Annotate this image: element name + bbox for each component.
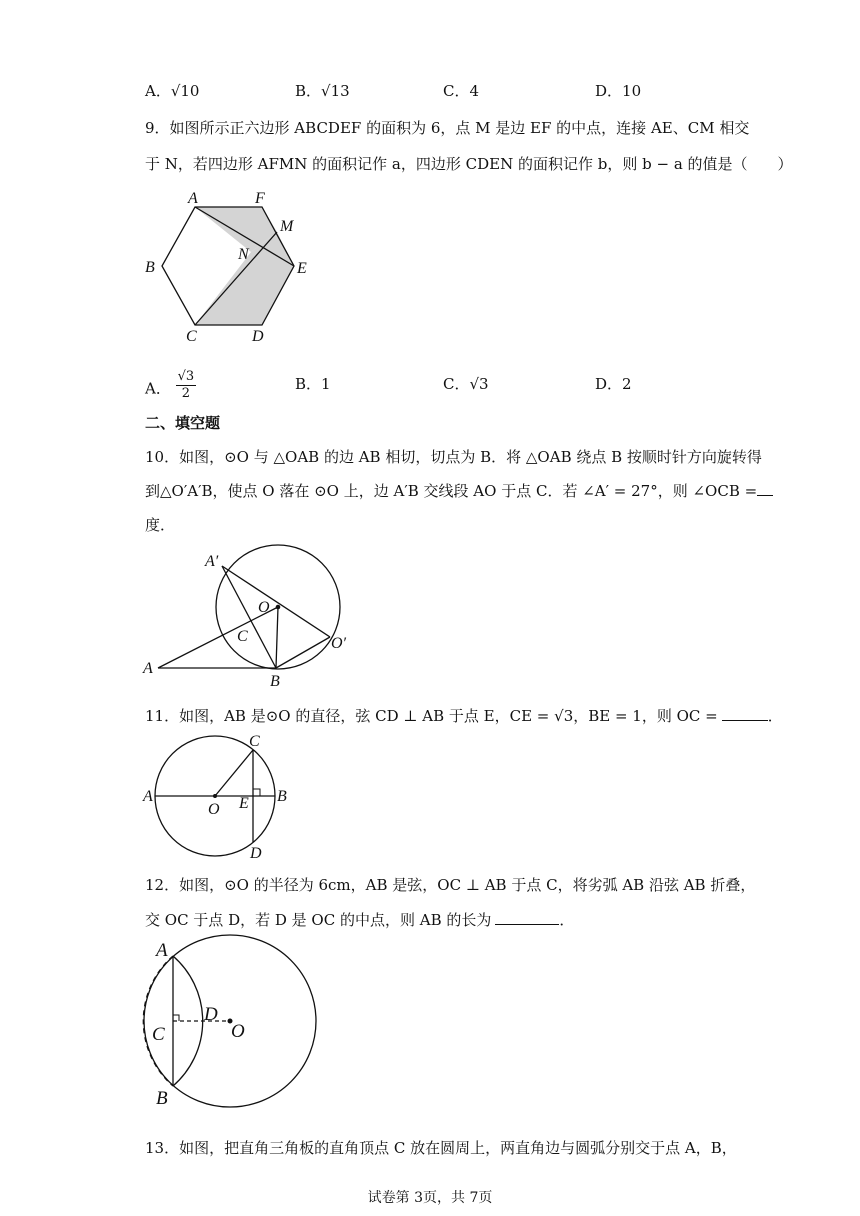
q9-option-a-denominator: 2 bbox=[181, 386, 191, 401]
q9-option-d: D．2 bbox=[595, 375, 632, 393]
q8-option-a: A．√10 bbox=[145, 82, 200, 100]
q8-option-c: C．4 bbox=[443, 82, 480, 100]
q10-label-a: A bbox=[143, 660, 153, 677]
q10-answer-blank bbox=[757, 481, 773, 496]
q8-option-d: D．10 bbox=[595, 82, 642, 100]
q10-label-b: B bbox=[270, 673, 280, 690]
q12-text-line2: 交 OC 于点 D，若 D 是 OC 的中点，则 AB 的长为 ． bbox=[145, 911, 575, 929]
q11-text-line1: 11．如图，AB 是⊙O 的直径，弦 CD ⊥ AB 于点 E，CE = √3，BE = 1，则 OC = ． bbox=[145, 707, 783, 725]
q11-label-a: A bbox=[143, 788, 153, 805]
q10-label-o: O bbox=[258, 599, 270, 616]
q9-text-line1: 9．如图所示正六边形 ABCDEF 的面积为 6，点 M 是边 EF 的中点，连接 AE、CM 相交 bbox=[145, 119, 750, 137]
q9-label-c: C bbox=[186, 328, 197, 345]
q9-label-a: A bbox=[188, 190, 198, 207]
q12-label-b: B bbox=[156, 1088, 168, 1109]
q9-text-line2: 于 N，若四边形 AFMN 的面积记作 a，四边形 CDEN 的面积记作 b，则 b − a 的值是（ ） bbox=[145, 155, 793, 173]
q11-label-o: O bbox=[208, 801, 220, 818]
q12-label-d: D bbox=[204, 1004, 218, 1025]
q11-answer-blank bbox=[722, 706, 768, 721]
q9-label-f: F bbox=[255, 190, 265, 207]
q12-label-a: A bbox=[156, 940, 168, 961]
q13-text-line1: 13．如图，把直角三角板的直角顶点 C 放在圆周上，两直角边与圆弧分别交于点 A，B， bbox=[145, 1139, 737, 1157]
q10-text-line3: 度． bbox=[145, 516, 176, 534]
q8-option-b: B．√13 bbox=[295, 82, 350, 100]
q11-circle-figure bbox=[140, 728, 300, 863]
q12-label-o: O bbox=[231, 1021, 245, 1042]
q9-option-a-numerator: √3 bbox=[177, 369, 195, 384]
section-title: 二、填空题 bbox=[145, 414, 221, 432]
q11-label-e: E bbox=[239, 795, 249, 812]
q12-answer-blank bbox=[495, 910, 559, 925]
q12-label-c: C bbox=[152, 1024, 165, 1045]
q10-label-o-prime: O′ bbox=[331, 635, 347, 652]
q10-text-line1: 10．如图，⊙O 与 △OAB 的边 AB 相切，切点为 B．将 △OAB 绕点 B 按顺时针方向旋转得 bbox=[145, 448, 762, 466]
q9-option-a: A． $\frac{√3}{2}$ bbox=[145, 369, 195, 401]
q12-fold-figure bbox=[140, 935, 330, 1109]
q9-option-b: B．1 bbox=[295, 375, 331, 393]
q11-label-d: D bbox=[250, 845, 262, 862]
q12-text-line1: 12．如图，⊙O 的半径为 6cm，AB 是弦，OC ⊥ AB 于点 C，将劣弧 AB 沿弦 AB 折叠， bbox=[145, 876, 756, 894]
q11-label-b: B bbox=[277, 788, 287, 805]
q9-label-n: N bbox=[238, 246, 249, 263]
page-footer: 试卷第 3页，共 7页 bbox=[367, 1190, 493, 1206]
q10-label-c: C bbox=[237, 628, 248, 645]
q10-rotation-figure bbox=[140, 540, 360, 688]
q9-hexagon-figure bbox=[140, 185, 320, 350]
q9-label-d: D bbox=[252, 328, 264, 345]
q9-label-b: B bbox=[145, 259, 155, 276]
q10-label-a-prime: A′ bbox=[205, 553, 219, 570]
q9-option-c: C．√3 bbox=[443, 375, 489, 393]
q10-text-line2: 到△O′A′B，使点 O 落在 ⊙O 上，边 A′B 交线段 AO 于点 C．若 ∠A′ = 27°，则 ∠OCB = bbox=[145, 480, 773, 501]
q11-label-c: C bbox=[249, 733, 260, 750]
q9-label-m: M bbox=[280, 218, 294, 235]
q9-label-e: E bbox=[297, 260, 307, 277]
